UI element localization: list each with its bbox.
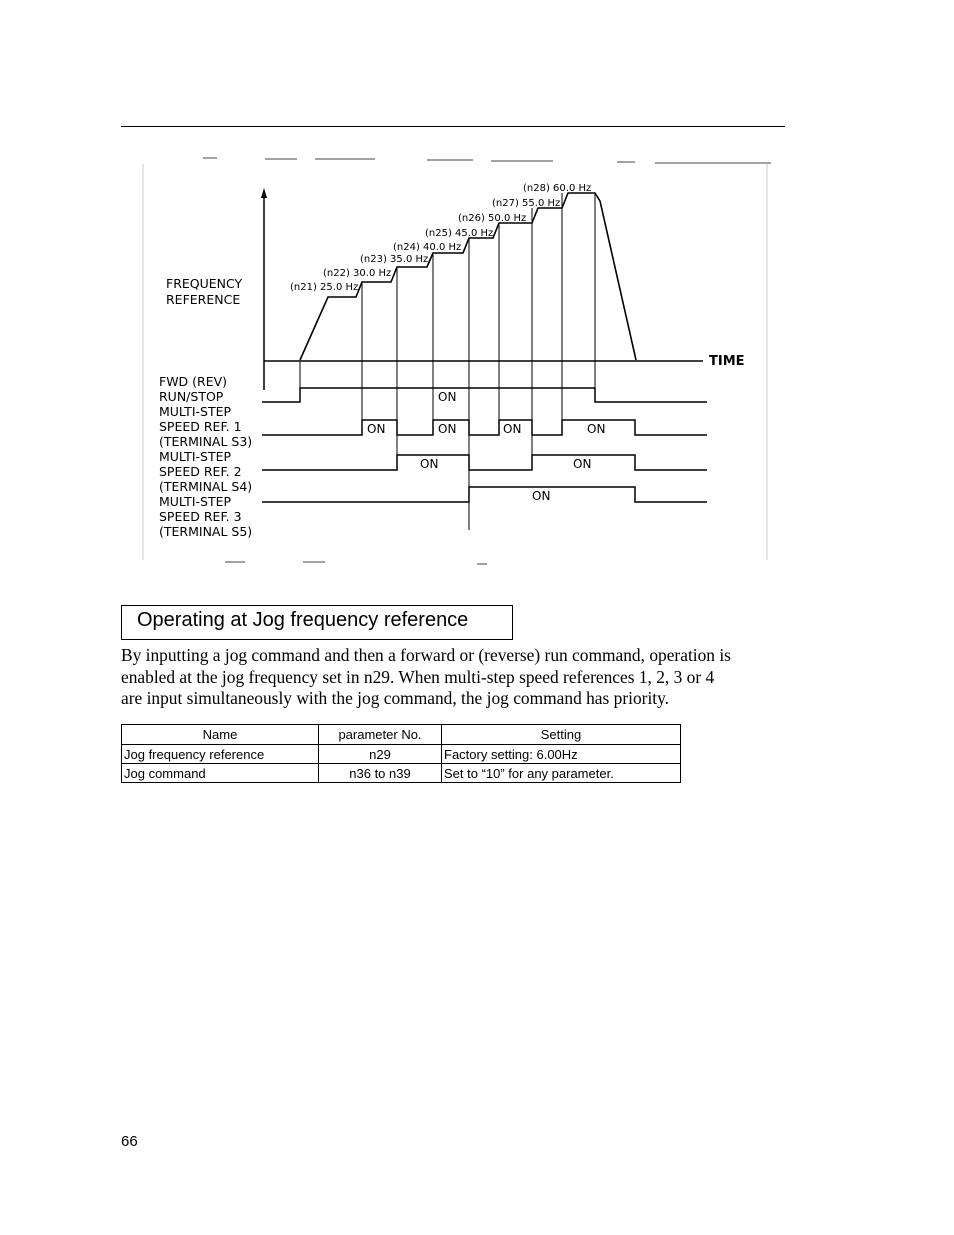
signal-label-speed-ref-2: SPEED REF. 2 [159, 464, 242, 479]
paragraph-line-2: enabled at the jog frequency set in n29. When multi-step speed references 1, 2, 3 or 4 [121, 666, 715, 687]
signal-label-speed-ref-1: SPEED REF. 1 [159, 419, 242, 434]
cell-setting: Set to “10” for any parameter. [442, 764, 681, 783]
frequency-axis-label-2: REFERENCE [166, 292, 241, 307]
on-label-ms1-a: ON [367, 422, 386, 436]
step-label-n26: (n26) 50.0 Hz [458, 213, 527, 224]
speed-ref-2-waveform [262, 455, 707, 470]
signal-label-terminal-s5: (TERMINAL S5) [159, 524, 253, 539]
signal-label-ms1: MULTI-STEP [159, 404, 232, 419]
cell-parameter-no: n36 to n39 [319, 764, 442, 783]
cell-name: Jog frequency reference [122, 745, 319, 764]
header-parameter-no: parameter No. [319, 725, 442, 745]
signal-label-fwd: FWD (REV) [159, 374, 228, 389]
table-row [122, 764, 681, 783]
on-label-ms1-d: ON [587, 422, 606, 436]
step-label-n21: (n21) 25.0 Hz [290, 282, 359, 293]
step-label-n22: (n22) 30.0 Hz [323, 268, 392, 279]
step-label-n28: (n28) 60.0 Hz [523, 183, 592, 194]
step-label-n24: (n24) 40.0 Hz [393, 242, 462, 253]
on-label-run: ON [438, 390, 457, 404]
signal-label-ms2: MULTI-STEP [159, 449, 232, 464]
signal-label-run-stop: RUN/STOP [159, 389, 224, 404]
header-name: Name [122, 725, 319, 745]
on-label-ms2-a: ON [420, 457, 439, 471]
step-label-n27: (n27) 55.0 Hz [492, 198, 561, 209]
signal-label-terminal-s4: (TERMINAL S4) [159, 479, 253, 494]
header-setting: Setting [442, 725, 681, 745]
section-title: Operating at Jog frequency reference [137, 609, 469, 631]
speed-ref-1-waveform [262, 420, 707, 435]
header-rule [121, 126, 785, 127]
section-heading-box [121, 605, 513, 640]
speed-ref-3-waveform [262, 487, 707, 502]
jog-parameter-table [121, 724, 681, 783]
table-header-row [122, 725, 681, 745]
cell-name: Jog command [122, 764, 319, 783]
paragraph-line-1: By inputting a jog command and then a forward or (reverse) run command, operation is [121, 645, 731, 665]
on-label-ms2-b: ON [573, 457, 592, 471]
run-stop-waveform [262, 388, 707, 402]
signal-label-terminal-s3: (TERMINAL S3) [159, 434, 253, 449]
time-label: TIME [709, 354, 745, 369]
page-number: 66 [121, 1133, 138, 1150]
on-label-ms1-b: ON [438, 422, 457, 436]
on-label-ms1-c: ON [503, 422, 522, 436]
multi-step-speed-timing-diagram [135, 150, 775, 570]
jog-description [121, 645, 785, 710]
step-label-n25: (n25) 45.0 Hz [425, 228, 494, 239]
cell-parameter-no: n29 [319, 745, 442, 764]
cell-setting: Factory setting: 6.00Hz [442, 745, 681, 764]
paragraph-line-3: are input simultaneously with the jog command, the jog command has priority. [121, 688, 670, 708]
table-row [122, 745, 681, 764]
step-label-n23: (n23) 35.0 Hz [360, 254, 429, 265]
signal-label-ms3: MULTI-STEP [159, 494, 232, 509]
on-label-ms3: ON [532, 489, 551, 503]
signal-label-speed-ref-3: SPEED REF. 3 [159, 509, 242, 524]
frequency-axis-label-1: FREQUENCY [166, 276, 243, 291]
